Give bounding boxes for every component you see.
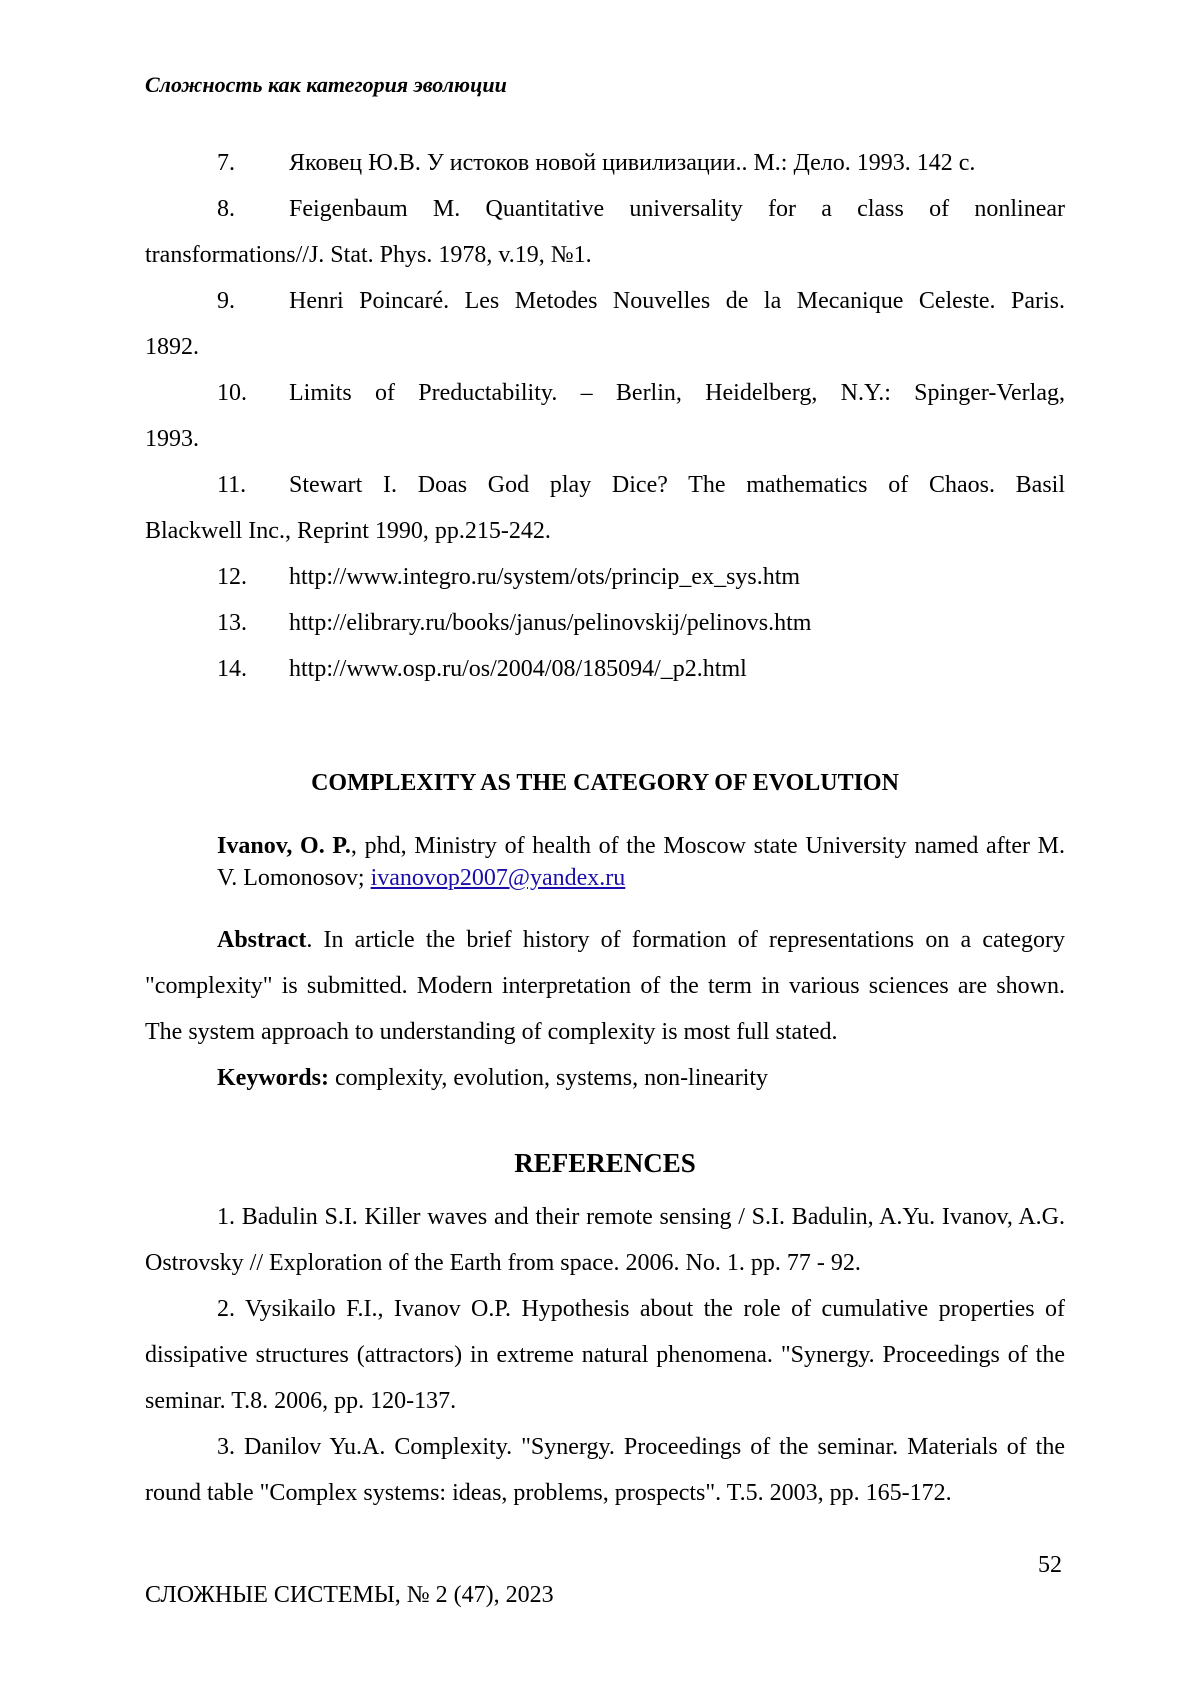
abstract-paragraph xyxy=(145,917,1065,1055)
reference-text: Henri Poincaré. Les Metodes Nouvelles de la Mecanique Celeste. Paris. xyxy=(289,288,1065,314)
author-block xyxy=(145,830,1065,894)
reference-item xyxy=(145,646,1065,692)
article-title: COMPLEXITY AS THE CATEGORY OF EVOLUTION xyxy=(311,770,899,796)
reference-continuation: transformations//J. Stat. Phys. 1978, v.19, №1. xyxy=(145,242,592,268)
reference-text: Яковец Ю.В. У истоков новой цивилизации.. М.: Дело. 1993. 142 с. xyxy=(289,150,976,176)
reference-item xyxy=(145,462,1065,554)
abstract-label: Abstract xyxy=(217,927,307,953)
reference-continuation: Blackwell Inc., Reprint 1990, pp.215-242. xyxy=(145,518,551,544)
reference-text: Feigenbaum M. Quantitative universality for a class of nonlinear xyxy=(289,196,1065,222)
abstract-block xyxy=(145,917,1065,1101)
reference-number: 9. xyxy=(217,288,235,314)
keywords-text: complexity, evolution, systems, non-linearity xyxy=(328,1065,769,1091)
reference-text: Stewart I. Doas God play Dice? The mathematics of Chaos. Basil xyxy=(289,472,1065,498)
author-email-link[interactable]: ivanovop2007@yandex.ru xyxy=(370,865,626,891)
reference-number: 10. xyxy=(217,380,247,406)
abstract-text: . In article the brief history of formation of representations on a category "complexity" is submitted. Modern interpretation of the term in various sciences are shown. The system approach to understanding of complexity is most full stated. xyxy=(145,927,1065,1045)
running-title: Сложность как категория эволюции xyxy=(145,72,507,97)
reference-item: 2. Vysikailo F.I., Ivanov O.P. Hypothesis about the role of cumulative properties of dissipative structures (attractors) in extreme natural phenomena. "Synergy. Proceedings of the seminar. T.8. 2006, pp. 120-137. xyxy=(145,1296,1065,1414)
reference-item xyxy=(145,600,1065,646)
journal-footer: СЛОЖНЫЕ СИСТЕМЫ, № 2 (47), 2023 xyxy=(145,1582,554,1608)
reference-number: 13. xyxy=(217,610,247,636)
reference-text: Limits of Preductability. – Berlin, Heidelberg, N.Y.: Spinger-Verlag, xyxy=(289,380,1065,406)
reference-item xyxy=(145,140,1065,186)
reference-url: http://elibrary.ru/books/janus/pelinovskij/pelinovs.htm xyxy=(289,610,812,636)
previous-references-list xyxy=(145,140,1065,692)
reference-continuation: 1892. xyxy=(145,334,199,360)
page-number: 52 xyxy=(1038,1552,1062,1578)
references-heading: REFERENCES xyxy=(514,1148,696,1178)
reference-number: 12. xyxy=(217,564,247,590)
reference-item: 1. Badulin S.I. Killer waves and their remote sensing / S.I. Badulin, A.Yu. Ivanov, A.G. Ostrovsky // Exploration of the Earth from space. 2006. No. 1. pp. 77 - 92. xyxy=(145,1204,1065,1276)
references-list xyxy=(145,1194,1065,1516)
keywords-paragraph xyxy=(145,1055,1065,1101)
reference-item xyxy=(145,370,1065,462)
reference-number: 14. xyxy=(217,656,247,682)
reference-item xyxy=(145,278,1065,370)
reference-number: 7. xyxy=(217,150,235,176)
author-affiliation: , phd, Ministry of health of the Moscow state University named after M. V. Lomonosov; xyxy=(217,833,1065,891)
author-name: Ivanov, O. P. xyxy=(217,833,351,859)
reference-item xyxy=(145,554,1065,600)
keywords-label: Keywords: xyxy=(217,1065,329,1091)
reference-url: http://www.osp.ru/os/2004/08/185094/_p2.html xyxy=(289,656,747,682)
reference-number: 8. xyxy=(217,196,235,222)
reference-item: 3. Danilov Yu.A. Complexity. "Synergy. Proceedings of the seminar. Materials of the round table "Complex systems: ideas, problems, prospects". T.5. 2003, pp. 165-172. xyxy=(145,1434,1065,1506)
reference-item xyxy=(145,186,1065,278)
reference-url: http://www.integro.ru/system/ots/princip_ex_sys.htm xyxy=(289,564,801,590)
reference-number: 11. xyxy=(217,472,247,498)
reference-continuation: 1993. xyxy=(145,426,199,452)
